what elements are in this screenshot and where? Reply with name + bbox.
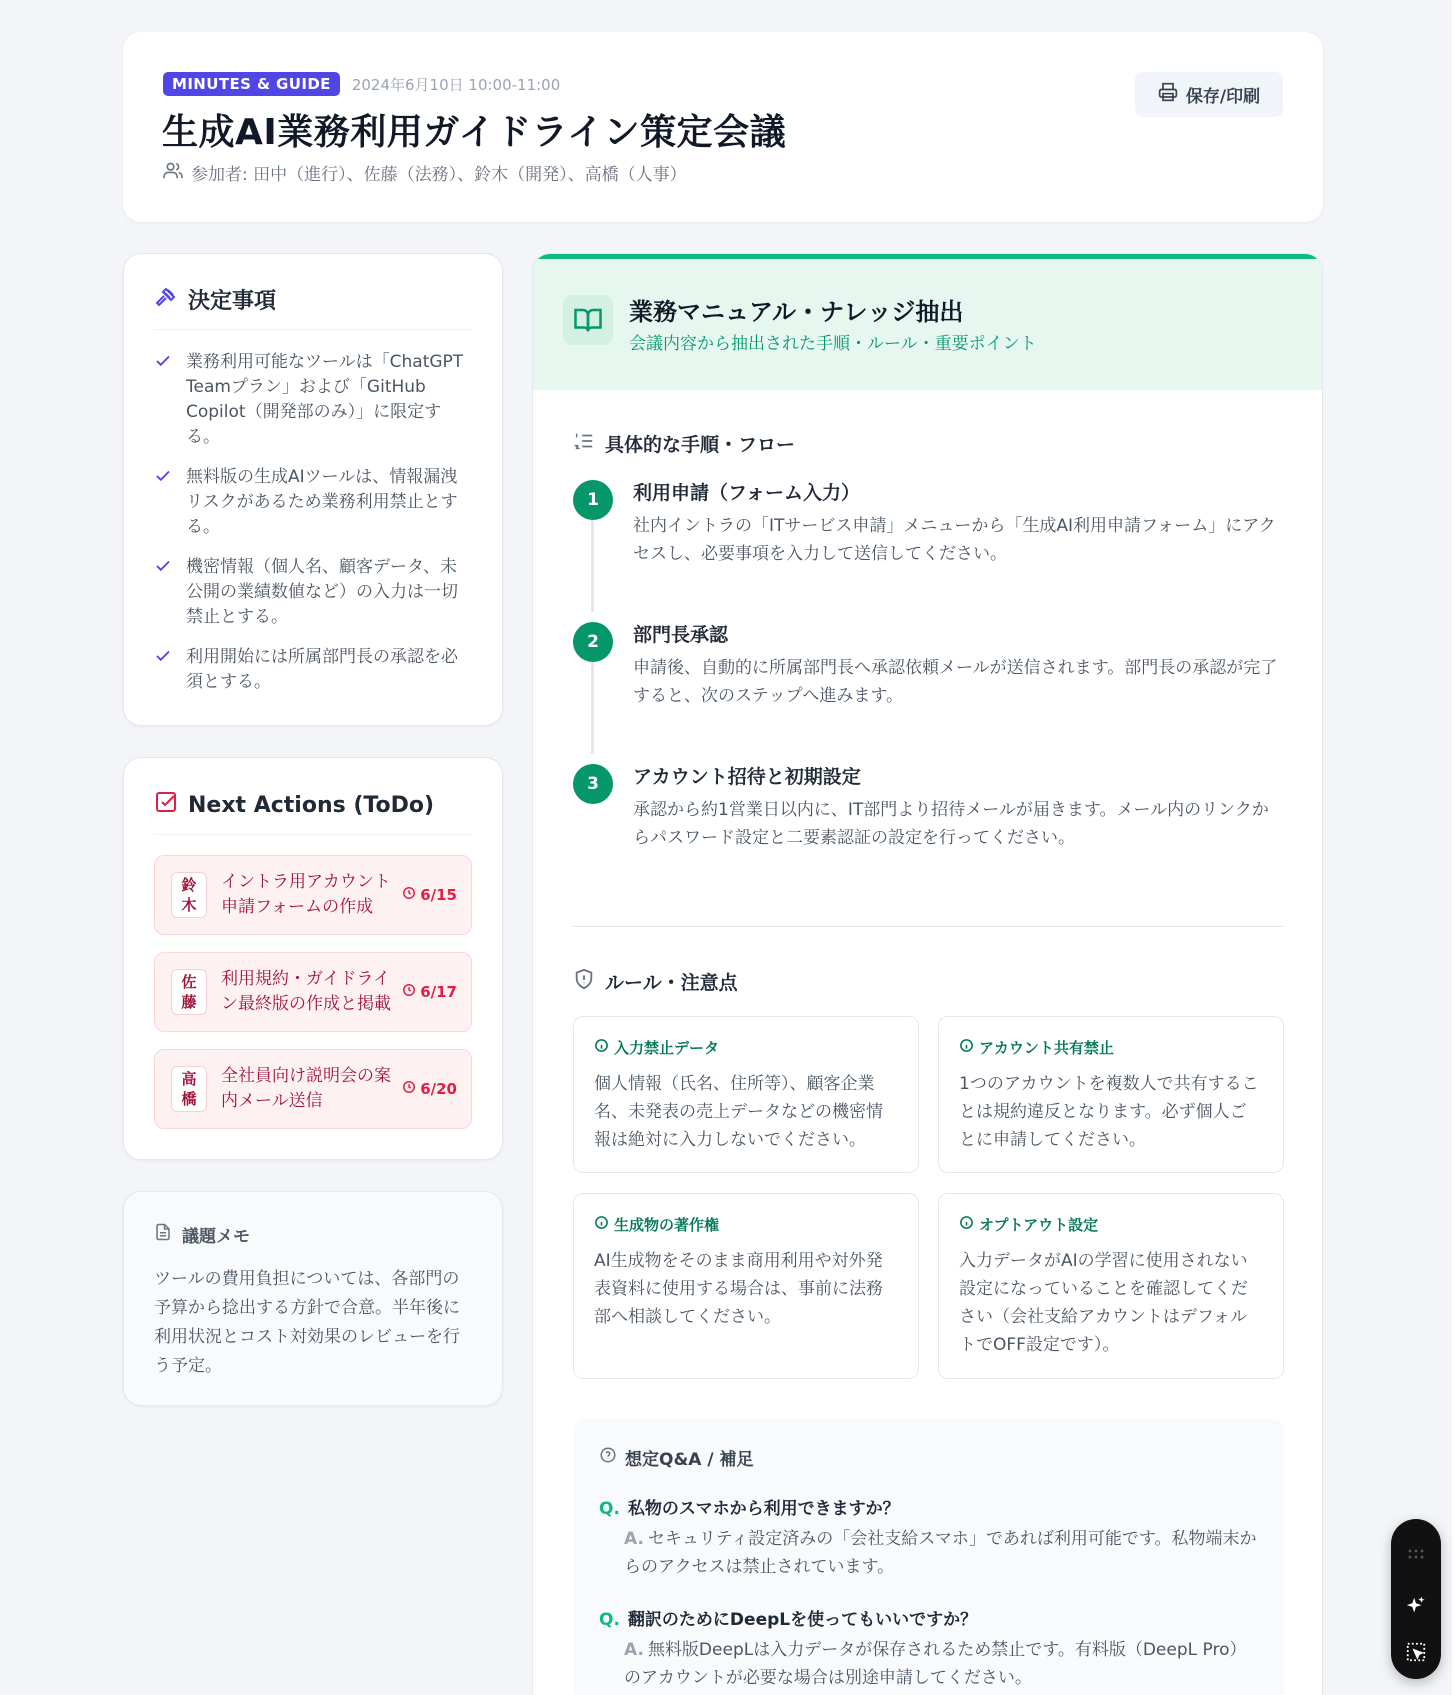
assignee-avatar: 佐藤 <box>171 969 207 1015</box>
manual-panel <box>532 253 1323 1695</box>
assignee-avatar: 高橋 <box>171 1066 207 1112</box>
step-connector <box>591 512 594 612</box>
save-print-label: 保存/印刷 <box>1185 87 1261 107</box>
step-number: 2 <box>573 622 613 662</box>
decision-item <box>154 465 472 540</box>
question-text: 私物のスマホから利用できますか？ <box>627 1499 900 1519</box>
participants-text: 参加者: 田中（進行）、佐藤（法務）、鈴木（開発）、高橋（人事） <box>191 165 687 185</box>
rule-text: AI生成物をそのまま商用利用や対外発表資料に使用する場合は、事前に法務部へ相談してください。 <box>594 1251 883 1327</box>
step-number: 3 <box>573 764 613 804</box>
doc-type-badge: MINUTES & GUIDE <box>163 72 340 96</box>
rule-title: アカウント共有禁止 <box>979 1039 1114 1057</box>
qa-title: 想定Q&A / 補足 <box>625 1450 754 1470</box>
qa-question <box>599 1494 1258 1519</box>
todo-item[interactable] <box>154 855 472 935</box>
rule-header <box>959 1037 1263 1058</box>
step-title: 部門長承認 <box>633 624 729 646</box>
decisions-header <box>154 284 472 315</box>
todo-task: イントラ用アカウント申請フォームの作成 <box>221 872 391 917</box>
steps-header <box>573 430 795 457</box>
assignee-avatar: 鈴木 <box>171 872 207 918</box>
rule-card <box>573 1016 919 1173</box>
help-circle-icon <box>599 1446 617 1469</box>
todo-task: 利用規約・ガイドライン最終版の作成と掲載 <box>221 969 391 1014</box>
rule-title: オプトアウト設定 <box>979 1216 1099 1234</box>
check-icon <box>154 557 174 630</box>
tagline <box>163 72 560 96</box>
rule-header <box>594 1214 898 1235</box>
memo-card <box>123 1191 503 1406</box>
info-icon <box>594 1215 609 1234</box>
due-date: 6/20 <box>420 1080 457 1098</box>
todo-task: 全社員向け説明会の案内メール送信 <box>221 1066 391 1111</box>
users-icon <box>163 161 183 184</box>
drag-handle-icon[interactable] <box>1391 1541 1441 1567</box>
q-mark: Q. <box>599 1499 620 1519</box>
clock-icon <box>402 886 416 904</box>
rule-card <box>938 1016 1284 1173</box>
decision-item <box>154 350 472 450</box>
checkbox-icon <box>154 790 178 820</box>
rules-header <box>573 967 738 996</box>
manual-title: 業務マニュアル・ナレッジ抽出 <box>629 298 964 326</box>
answer-text: 無料版DeepLは入力データが保存されるため禁止です。有料版（DeepL Pro）のアカウントが必要な場合は別途申請してください。 <box>624 1640 1247 1688</box>
todo-card <box>123 757 503 1160</box>
floating-toolbar <box>1391 1519 1441 1679</box>
steps-title: 具体的な手順・フロー <box>605 434 796 456</box>
qa-section <box>573 1419 1284 1695</box>
decision-text: 利用開始には所属部門長の承認を必須とする。 <box>186 647 458 692</box>
rule-card <box>573 1193 919 1379</box>
divider <box>154 834 472 835</box>
due-date: 6/17 <box>420 983 457 1001</box>
rule-text: 入力データがAIの学習に使用されない設定になっていることを確認してください（会社支給アカウントはデフォルトでOFF設定です）。 <box>959 1251 1248 1355</box>
qa-question <box>599 1605 1258 1630</box>
rule-header <box>959 1214 1263 1235</box>
rule-text: 1つのアカウントを複数人で共有することは規約違反となります。必ず個人ごとに申請してください。 <box>959 1074 1259 1150</box>
check-icon <box>154 467 174 540</box>
todo-item[interactable] <box>154 952 472 1032</box>
memo-text: ツールの費用負担については、各部門の予算から捻出する方針で合意。半年後に利用状況とコスト対効果のレビューを行う予定。 <box>154 1269 460 1376</box>
clock-icon <box>402 1080 416 1098</box>
step-number: 1 <box>573 480 613 520</box>
manual-subtitle: 会議内容から抽出された手順・ルール・重要ポイント <box>629 334 1037 354</box>
printer-icon <box>1158 82 1178 107</box>
a-mark: A. <box>624 1529 644 1549</box>
info-icon <box>959 1215 974 1234</box>
decision-text: 無料版の生成AIツールは、情報漏洩リスクがあるため業務利用禁止とする。 <box>186 467 458 537</box>
todo-item[interactable] <box>154 1049 472 1129</box>
step-title: 利用申請（フォーム入力） <box>633 482 861 504</box>
info-icon <box>594 1038 609 1057</box>
page-header <box>123 32 1323 222</box>
todo-due <box>402 886 457 904</box>
shield-icon <box>573 967 595 996</box>
memo-header <box>154 1222 472 1247</box>
select-cursor-icon[interactable] <box>1391 1637 1441 1667</box>
rules-title: ルール・注意点 <box>605 972 738 994</box>
todo-due <box>402 983 457 1001</box>
step-desc: 社内イントラの「ITサービス申請」メニューから「生成AI利用申請フォーム」にアクセスし、必要事項を入力して送信してください。 <box>633 516 1276 564</box>
rule-card <box>938 1193 1284 1379</box>
document-icon <box>154 1222 172 1247</box>
decision-text: 業務利用可能なツールは「ChatGPT Teamプラン」および「GitHub Copilot（開発部のみ）」に限定する。 <box>186 352 464 447</box>
a-mark: A. <box>624 1640 644 1660</box>
check-icon <box>154 647 174 695</box>
step-desc: 申請後、自動的に所属部門長へ承認依頼メールが送信されます。部門長の承認が完了すると、次のステップへ進みます。 <box>633 658 1278 706</box>
memo-title: 議題メモ <box>182 1227 250 1247</box>
qa-header <box>599 1445 1258 1470</box>
todo-due <box>402 1080 457 1098</box>
gavel-icon <box>154 285 178 315</box>
question-text: 翻訳のためにDeepLを使ってもいいですか？ <box>627 1610 978 1630</box>
decision-text: 機密情報（個人名、顧客データ、未公開の業績数値など）の入力は一切禁止とする。 <box>186 557 458 627</box>
rule-title: 生成物の著作権 <box>614 1216 720 1234</box>
step-desc: 承認から約1営業日以内に、IT部門より招待メールが届きます。メール内のリンクからパスワード設定と二要素認証の設定を行ってください。 <box>633 800 1269 848</box>
due-date: 6/15 <box>420 886 457 904</box>
save-print-button[interactable] <box>1135 72 1283 117</box>
step-connector <box>591 654 594 754</box>
check-icon <box>154 352 174 450</box>
numbered-list-icon <box>573 430 595 457</box>
section-divider <box>573 926 1284 927</box>
participants <box>163 160 687 185</box>
qa-answer <box>599 1525 1258 1581</box>
clock-icon <box>402 983 416 1001</box>
rule-title: 入力禁止データ <box>614 1039 720 1057</box>
answer-text: セキュリティ設定済みの「会社支給スマホ」であれば利用可能です。私物端末からのアクセスは禁止されています。 <box>624 1529 1257 1577</box>
todo-header <box>154 790 472 820</box>
rule-header <box>594 1037 898 1058</box>
rule-text: 個人情報（氏名、住所等）、顧客企業名、未発表の売上データなどの機密情報は絶対に入力しないでください。 <box>594 1074 883 1150</box>
divider <box>154 329 472 330</box>
step-title: アカウント招待と初期設定 <box>633 766 861 788</box>
decision-item <box>154 555 472 630</box>
decisions-list <box>154 350 472 695</box>
page-title: 生成AI業務利用ガイドライン策定会議 <box>162 112 787 153</box>
todo-title: Next Actions (ToDo) <box>188 792 435 818</box>
q-mark: Q. <box>599 1610 620 1630</box>
book-icon <box>563 295 613 345</box>
decisions-title: 決定事項 <box>188 289 277 314</box>
meeting-datetime: 2024年6月10日 10:00-11:00 <box>351 75 561 94</box>
manual-header <box>533 254 1322 390</box>
info-icon <box>959 1038 974 1057</box>
decisions-card <box>123 253 503 726</box>
decision-item <box>154 645 472 695</box>
qa-answer <box>599 1636 1258 1692</box>
sparkle-icon[interactable] <box>1391 1591 1441 1621</box>
